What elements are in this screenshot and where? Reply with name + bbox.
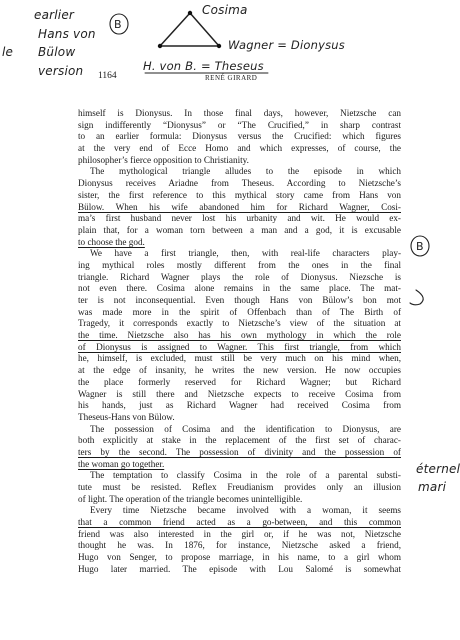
text-line: The mythological triangle alludes to the episode in which <box>90 166 401 177</box>
text-line: Bülow. When his wife abandoned him for Richard Wagner, Cosi- <box>78 201 401 212</box>
text-line: was made more in the spirit of Offenbach than of The Birth of <box>78 306 401 317</box>
annotation-margin-le: le <box>2 45 14 59</box>
text-line: ma’s first husband never lost his urbanity and wit. He would ex- <box>78 213 401 224</box>
text-line: that a common friend acted as a go-between, and this common <box>78 517 401 528</box>
text-line: Every time Nietzsche became involved with a woman, it seems <box>90 505 401 516</box>
text-line: triangle. Richard Wagner plays the role of Dionysus. Niezsche is <box>78 271 401 282</box>
body-text <box>78 108 401 576</box>
triangle-drawing <box>160 13 219 46</box>
text-line: Dionysus receives Ariadne from Theseus. According to Nietzsche’s <box>78 178 401 189</box>
text-line: sign indifferently “Dionysus” or “The Crucified,” in sharp contrast <box>78 119 401 130</box>
annotation-circled-b-top: B <box>114 18 122 31</box>
text-line: Hugo later married. The episode with Lou Salomé is somewhat <box>78 563 401 574</box>
annotation-version: version <box>38 64 84 78</box>
text-line: sister, the first reference to this mythical story came from Hans von <box>78 189 401 200</box>
text-line: ters by the second. The possession of divinity and the possession of <box>78 446 401 457</box>
text-line: philosopher’s fierce opposition to Christianity. <box>78 154 249 165</box>
text-line: the time. Nietzsche also has his own mythology in which the role <box>78 330 401 341</box>
annotation-bulow: Bülow <box>38 45 76 59</box>
text-line: thought he was. In 1876, for instance, Nietzsche asked a friend, <box>78 540 401 551</box>
text-line: at the edge of insanity, he writes the new version. He now occupies <box>78 365 401 376</box>
text-line: Wagner is still there and Nietzsche expects to receive Cosima from <box>78 388 401 399</box>
text-line: to choose the god. <box>78 236 145 247</box>
text-line: The possession of Cosima and the identification to Dionysus, are <box>90 423 401 434</box>
annotation-cosima: Cosima <box>202 3 248 17</box>
annotation-earlier: earlier <box>34 8 75 22</box>
text-line: both explicitly at stake in the replacement of the first set of charac- <box>78 435 401 446</box>
annotation-mari: mari <box>418 480 447 494</box>
text-line: his hands, just as Richard Wagner had received Cosima from <box>78 400 401 411</box>
running-head: RENÉ GIRARD <box>205 74 258 82</box>
text-line: Theseus-Hans von Bülow. <box>78 411 175 422</box>
annotation-hvb-theseus: H. von B. = Theseus <box>143 59 264 73</box>
text-line: he, himself, is excluded, must still be very much on his mind when, <box>78 353 401 364</box>
text-line: of light. The operation of the triangle becomes unintelligible. <box>78 493 303 504</box>
text-line: the place formerly reserved for Richard Wagner; but Richard <box>78 376 401 387</box>
text-line: tute must be resisted. Reflex Freudianism provides only an illusion <box>78 482 401 492</box>
text-line: Hugo von Senger, to propose marriage, in his name, to a girl whom <box>78 552 401 563</box>
text-line: at the very end of Ecce Homo and which expresses, of course, the <box>78 143 401 154</box>
text-line: not even there. Cosima alone remains in the same place. The mat- <box>78 283 401 294</box>
annotation-hans-von: Hans von <box>38 27 96 41</box>
text-line: We have a first triangle, then, with real-life characters play- <box>90 248 401 259</box>
text-line: plain that, for a woman torn between a man and a god, it is excusable <box>78 224 401 235</box>
text-line: ter is not inconsequential. Even though Hans von Bülow’s bon mot <box>78 295 401 305</box>
text-line: friend was also interested in the girl or, if he was not, Nietzsche <box>78 528 401 539</box>
text-line: of Dionysus is assigned to Wagner. This first triangle, from which <box>78 341 401 352</box>
annotation-circled-b-margin: B <box>416 240 424 253</box>
annotation-wagner-dionysus: Wagner = Dionysus <box>228 38 345 52</box>
text-line: Tragedy, it corresponds exactly to Nietzsche’s view of the situation at <box>78 318 401 329</box>
text-line: to an earlier formula: Dionysus versus the Crucified: which figures <box>78 131 401 142</box>
page-number: 1164 <box>98 71 117 81</box>
text-line: himself is Dionysus. In those final days, however, Nietzsche can <box>78 108 401 118</box>
text-line: ing mythical roles mostly different from the ones in the final <box>78 259 401 270</box>
margin-bracket <box>410 290 423 305</box>
text-line: the woman go together. <box>78 458 165 469</box>
text-line: The temptation to classify Cosima in the role of a parental substi- <box>90 470 401 481</box>
annotation-eternel: éternel <box>416 462 460 476</box>
